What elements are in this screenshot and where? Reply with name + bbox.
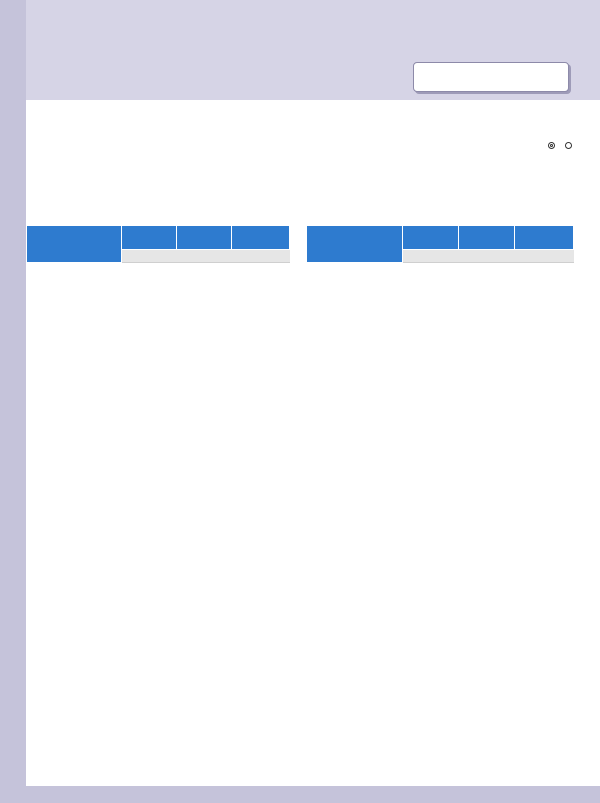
symbol-d1 (403, 250, 459, 263)
legend-good (565, 142, 574, 149)
symbol-l1 (459, 250, 515, 263)
flute-length-header (459, 226, 515, 250)
left-side-bar (0, 0, 26, 803)
flute-length-header (176, 226, 231, 250)
edp-header (307, 226, 403, 263)
footer-band (26, 786, 600, 803)
symbol-l2 (515, 250, 574, 263)
spec-table-right (306, 225, 574, 263)
overall-length-header (232, 226, 290, 250)
legend-excellent (548, 142, 557, 149)
circle-icon (565, 142, 572, 149)
rating-legend (548, 142, 574, 149)
edp-header (27, 226, 122, 263)
drill-diameter-header (403, 226, 459, 250)
spec-table-left (26, 225, 290, 263)
symbol-d1 (121, 250, 176, 263)
overall-length-header (515, 226, 574, 250)
symbol-l2 (232, 250, 290, 263)
series-title-box (413, 62, 569, 92)
drill-diameter-header (121, 226, 176, 250)
symbol-l1 (176, 250, 231, 263)
double-circle-icon (548, 142, 555, 149)
